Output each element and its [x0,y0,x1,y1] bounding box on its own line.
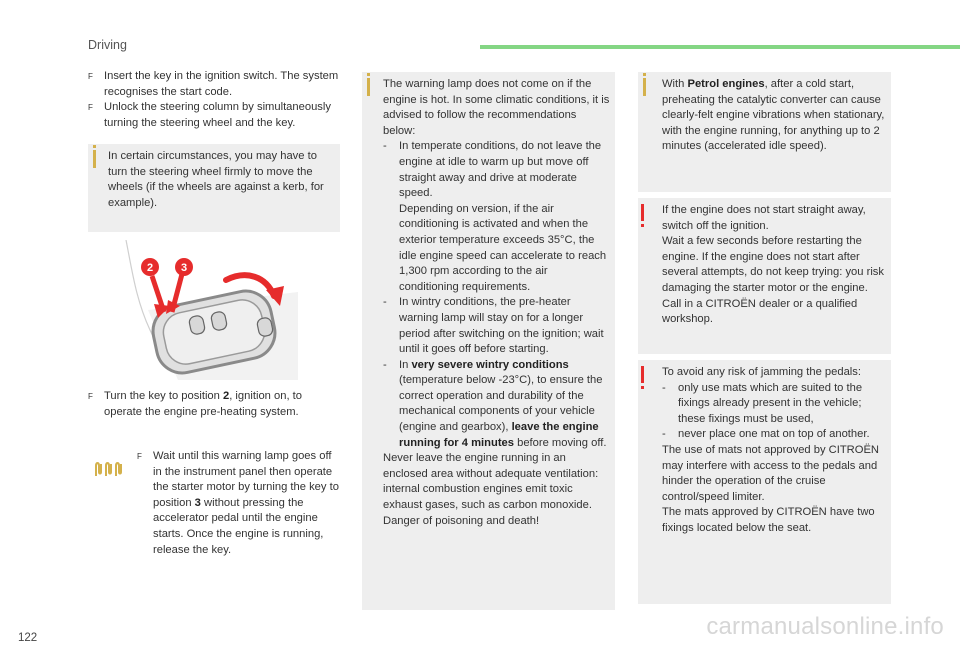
steps-list [88,69,343,131]
info-icon [93,150,96,168]
preheating-lamp-icon [92,458,126,480]
mats-item-single: - never place one mat on top of another. [662,428,870,441]
info-box-steering: In certain circumstances, you may have to turn the steering wheel firmly to move the wheels (if the wheels are against a kerb, for example). [88,144,340,232]
info-box-petrol: With Petrol engines, after a cold start, preheating the catalytic converter can cause clearly-felt engine vibrations when stationary, with the engine running, for anything up to 2 minutes (accelerated idle speed). [638,72,891,192]
warning-exclamation-icon [641,204,644,221]
info-box-warning-lamp: The warning lamp does not come on if the engine is hot. In some climatic conditions, it is advised to follow the recommendations below: - In temperate conditions, do not leave the engine at idle to warm up but move off straight away and drive at moderate speed. Depending on version, if the air conditioning is activated and when the exterior temperature exceeds 35°C, the idle engine speed can accelerate to reach 1,300 rpm according to the air conditioning requirements. - In wintry conditions, the pre-heater warning lamp will stay on for a longer period after switching on the ignition; wait until it goes off before starting. - In very severe wintry conditions (temperature below -23°C), to ensure the correct operation and durability of the mechanical components of your vehicle (engine and gearbox), leave the engine running for 4 minutes before moving off. Never leave the engine running in an enclosed area without adequate ventilation: internal combustion engines emit toxic exhaust gases, such as carbon monoxide. Danger of poisoning and death! [362,72,615,610]
page-header-title: Driving [88,38,127,52]
check-marker: F [88,72,93,81]
warning-box-starting: If the engine does not start straight away, switch off the ignition. Wait a few seconds before restarting the engine. If the engine does not start after several attempts, do not keep trying: you risk damaging the starter motor or the engine. Call in a CITROËN dealer or a qualified workshop. [638,198,891,354]
severe-wintry-conditions: - In very severe wintry conditions (temperature below -23°C), to ensure the correct operation and durability of the mechanical components of your vehicle (engine and gearbox), leave the engine running for 4 minutes before moving off. [383,358,607,449]
page-header-bar [480,45,960,49]
position-2-label: 2 [146,262,154,274]
step-insert-key: F Insert the key in the ignition switch. The system recognises the start code. [88,70,339,98]
position-3-label: 3 [180,262,188,274]
watermark: carmanualsonline.info [706,613,944,640]
wintry-conditions: - In wintry conditions, the pre-heater warning lamp will stay on for a longer period after switching on the ignition; wait until it goes off before starting. [383,296,604,356]
key-fob-illustration [118,240,298,380]
check-marker: F [88,392,93,401]
step-turn-key: F Turn the key to position 2, ignition on, to operate the engine pre-heating system. [88,390,302,418]
step-unlock-steering: F Unlock the steering column by simultaneously turning the steering wheel and the key. [88,101,331,129]
info-icon [367,78,370,96]
warning-box-mats: To avoid any risk of jamming the pedals: - only use mats which are suited to the fixings already present in the vehicle; these fixings must be used, - never place one mat on top of another. The use of mats not approved by CITROËN may interfere with access to the pedals and hinder the operation of the cruise control/speed limiter. The mats approved by CITROËN have two fixings located below the seat. [638,360,891,604]
step-wait-lamp: F Wait until this warning lamp goes off in the instrument panel then operate the starter motor by turning the key to position 3 without pressing the accelerator pedal until the engine starts. Once the engine is running, release the key. [137,450,339,556]
mats-item-approved: - only use mats which are suited to the fixings already present in the vehicle; these fixings must be used, [662,381,863,425]
enclosed-area-danger: Never leave the engine running in an enclosed area without adequate ventilation: internal combustion engines emit toxic exhaust gases, such as carbon monoxide. Danger of poisoning and death! [383,452,599,527]
check-marker: F [88,103,93,113]
info-icon [643,78,646,96]
temperate-conditions: - In temperate conditions, do not leave the engine at idle to warm up but move off straight away and drive at moderate speed. Depending on version, if the air conditioning is activated and when the exterior temperature exceeds 35°C, the idle engine speed can accelerate to reach 1,300 rpm according to the air conditioning requirements. [383,140,607,293]
page-number: 122 [18,632,38,644]
check-marker: F [137,452,142,461]
warning-exclamation-icon [641,366,644,383]
